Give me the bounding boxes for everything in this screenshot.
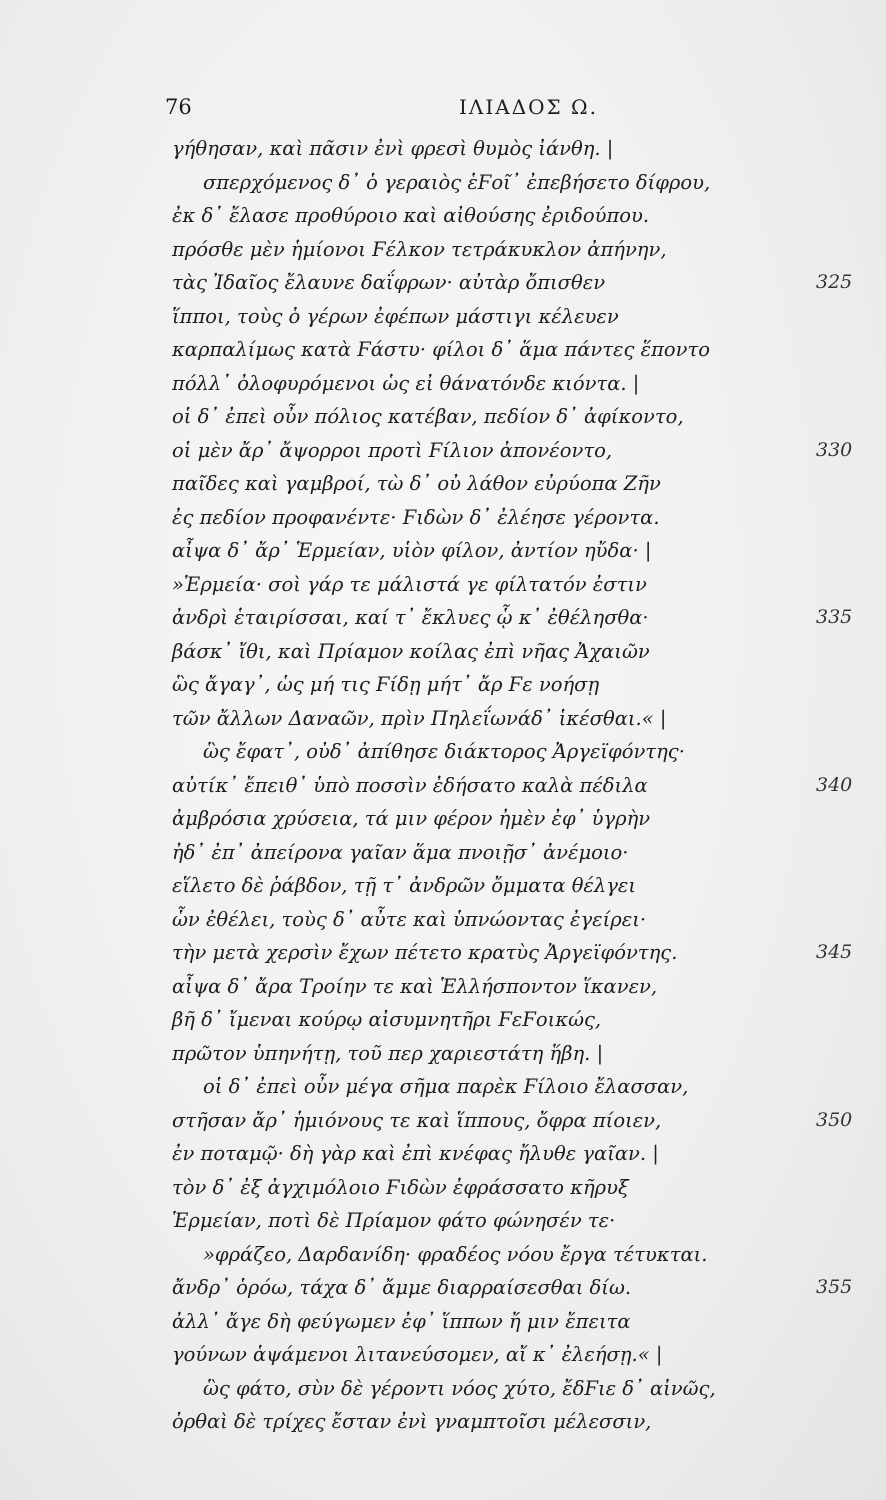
line-number: 355 [816, 1276, 853, 1298]
verse-text: τὰς Ἰδαῖος ἔλαυνε δαΐφρων· αὐτὰρ ὄπισθεν [172, 271, 606, 294]
verse-line [0, 1338, 886, 1372]
verse-text: βῆ δ᾽ ἴμεναι κούρῳ αἰσυμνητῆρι ϜεϜοικώς, [172, 1008, 602, 1031]
verse-text: ὀρθαὶ δὲ τρίχες ἔσταν ἐνὶ γναμπτοῖσι μέλεσσιν, [172, 1410, 652, 1433]
verse-text: τὴν μετὰ χερσὶν ἔχων πέτετο κρατὺς Ἀργεϊφόντης. [172, 941, 678, 964]
verse-line [0, 936, 886, 970]
line-number: 350 [816, 1108, 853, 1131]
verse-text: εἵλετο δὲ ῥάβδον, τῇ τ᾽ ἀνδρῶν ὄμματα θέλγει [172, 874, 637, 897]
verse-line [0, 735, 886, 769]
verse-text: βάσκ᾽ ἴθι, καὶ Πρίαμον κοίλας ἐπὶ νῆας Ἀχαιῶν [172, 639, 650, 663]
line-number: 335 [816, 606, 853, 628]
line-number: 325 [816, 271, 853, 293]
running-head: ΙΛΙΑΔΟΣ Ω. [459, 95, 598, 119]
verse-line [0, 1238, 886, 1272]
verse-text: αἶψα δ᾽ ἄρα Τροίην τε καὶ Ἑλλήσποντον ἵκανεν, [172, 974, 658, 998]
verse-text: ἀνδρὶ ἑταιρίσσαι, καί τ᾽ ἔκλυες ᾧ κ᾽ ἐθέλησθα· [172, 606, 649, 629]
verse-text: »Ἑρμεία· σοὶ γάρ τε μάλιστά γε φίλτατόν ἐστιν [172, 572, 647, 596]
verse-text: ἀλλ᾽ ἄγε δὴ φεύγωμεν ἐφ᾽ ἵππων ἤ μιν ἔπειτα [172, 1309, 631, 1333]
verse-text: αἶψα δ᾽ ἄρ᾽ Ἑρμείαν, υἱὸν φίλον, ἀντίον ηὔδα· | [172, 539, 652, 562]
verse-text: τῶν ἄλλων Δαναῶν, πρὶν Πηλεΐωνάδ᾽ ἱκέσθαι.« | [172, 706, 667, 730]
verse-line [0, 1104, 886, 1138]
verse-text: οἱ δ᾽ ἐπεὶ οὖν πόλιος κατέβαν, πεδίον δ᾽ ἀφίκοντο, [172, 405, 684, 428]
verse-line [0, 1305, 886, 1339]
verse-text: Ἑρμείαν, ποτὶ δὲ Πρίαμον φάτο φώνησέν τε· [172, 1209, 616, 1232]
verse-text: πρόσθε μὲν ἡμίονοι Ϝέλκον τετράκυκλον ἀπήνην, [172, 237, 667, 261]
verse-text: παῖδες καὶ γαμβροί, τὼ δ᾽ οὐ λάθον εὐρύοπα Ζῆν [172, 472, 661, 495]
verse-line [0, 869, 886, 903]
verse-text: οἱ δ᾽ ἐπεὶ οὖν μέγα σῆμα παρὲκ Ϝίλοιο ἔλασσαν, [203, 1075, 689, 1098]
verse-text: ἵπποι, τοὺς ὁ γέρων ἐφέπων μάστιγι κέλευεν [172, 304, 619, 328]
verse-line [0, 635, 886, 669]
verse-line [0, 1372, 886, 1406]
line-number: 345 [816, 941, 853, 963]
verse-text: σπερχόμενος δ᾽ ὁ γεραιὸς ἑϜοῖ᾽ ἐπεβήσετο δίφρου, [203, 170, 711, 194]
verse-text: ἄνδρ᾽ ὁρόω, τάχα δ᾽ ἄμμε διαρραίσεσθαι δίω. [172, 1276, 632, 1299]
verse-line [0, 769, 886, 803]
verse-line [0, 132, 886, 166]
verse-line [0, 233, 886, 267]
verse-text: πρῶτον ὑπηνήτῃ, τοῦ περ χαριεστάτη ἥβη. | [172, 1041, 604, 1065]
verse-line [0, 1405, 886, 1439]
verse-text-block [0, 132, 886, 1439]
verse-line [0, 300, 886, 334]
verse-line [0, 333, 886, 367]
verse-line [0, 467, 886, 501]
verse-line [0, 1037, 886, 1071]
verse-line [0, 1271, 886, 1305]
verse-text: καρπαλίμως κατὰ Ϝάστυ· φίλοι δ᾽ ἅμα πάντες ἕποντο [172, 338, 711, 361]
verse-line [0, 199, 886, 233]
page-header [0, 93, 886, 123]
line-number: 340 [816, 773, 853, 796]
verse-text: ὧν ἐθέλει, τοὺς δ᾽ αὖτε καὶ ὑπνώοντας ἐγείρει· [172, 907, 647, 931]
verse-text: γούνων ἁψάμενοι λιτανεύσομεν, αἴ κ᾽ ἐλεήσῃ.« | [172, 1343, 663, 1366]
verse-text: ἠδ᾽ ἐπ᾽ ἀπείρονα γαῖαν ἅμα πνοιῇσ᾽ ἀνέμοιο· [172, 840, 629, 864]
verse-line [0, 601, 886, 635]
verse-line [0, 970, 886, 1004]
verse-text: πόλλ᾽ ὀλοφυρόμενοι ὡς εἰ θάνατόνδε κιόντα. | [172, 371, 640, 395]
verse-text: »φράζεο, Δαρδανίδη· φραδέος νόου ἔργα τέτυκται. [203, 1242, 708, 1266]
verse-line [0, 568, 886, 602]
verse-line [0, 903, 886, 937]
verse-line [0, 702, 886, 736]
verse-line [0, 802, 886, 836]
verse-text: ἀμβρόσια χρύσεια, τά μιν φέρον ἠμὲν ἐφ᾽ ὑγρὴν [172, 807, 651, 830]
verse-line [0, 367, 886, 401]
verse-text: τὸν δ᾽ ἐξ ἀγχιμόλοιο Ϝιδὼν ἐφράσσατο κῆρυξ [172, 1175, 629, 1199]
verse-text: ὣς φάτο, σὺν δὲ γέροντι νόος χύτο, ἔδϜιε δ᾽ αἰνῶς, [203, 1376, 716, 1400]
verse-line [0, 668, 886, 702]
verse-line [0, 1003, 886, 1037]
verse-line [0, 166, 886, 200]
verse-line [0, 266, 886, 300]
verse-line [0, 400, 886, 434]
verse-text: στῆσαν ἄρ᾽ ἡμιόνους τε καὶ ἵππους, ὄφρα πίοιεν, [172, 1108, 662, 1132]
verse-line [0, 1137, 886, 1171]
verse-line [0, 1171, 886, 1205]
verse-text: ἐς πεδίον προφανέντε· Ϝιδὼν δ᾽ ἐλέησε γέροντα. [172, 505, 660, 529]
page-number: 76 [165, 95, 192, 119]
verse-line [0, 501, 886, 535]
verse-text: ἐν ποταμῷ· δὴ γὰρ καὶ ἐπὶ κνέφας ἤλυθε γαῖαν. | [172, 1142, 659, 1165]
verse-line [0, 1070, 886, 1104]
line-number: 330 [816, 438, 853, 461]
verse-line [0, 534, 886, 568]
verse-text: ὣς ἄγαγ᾽, ὡς μή τις Ϝίδῃ μήτ᾽ ἄρ Ϝε νοήσῃ [172, 673, 600, 696]
verse-text: ὣς ἔφατ᾽, οὐδ᾽ ἀπίθησε διάκτορος Ἀργεϊφόντης· [203, 740, 685, 763]
verse-text: οἱ μὲν ἄρ᾽ ἄψορροι προτὶ Ϝίλιον ἀπονέοντο, [172, 438, 613, 462]
verse-text: ἐκ δ᾽ ἔλασε προθύροιο καὶ αἰθούσης ἐριδούπου. [172, 204, 650, 227]
verse-line [0, 836, 886, 870]
verse-text: γήθησαν, καὶ πᾶσιν ἐνὶ φρεσὶ θυμὸς ἰάνθη. | [172, 137, 614, 160]
verse-line [0, 434, 886, 468]
verse-text: αὐτίκ᾽ ἔπειθ᾽ ὑπὸ ποσσὶν ἐδήσατο καλὰ πέδιλα [172, 773, 648, 797]
verse-line [0, 1204, 886, 1238]
